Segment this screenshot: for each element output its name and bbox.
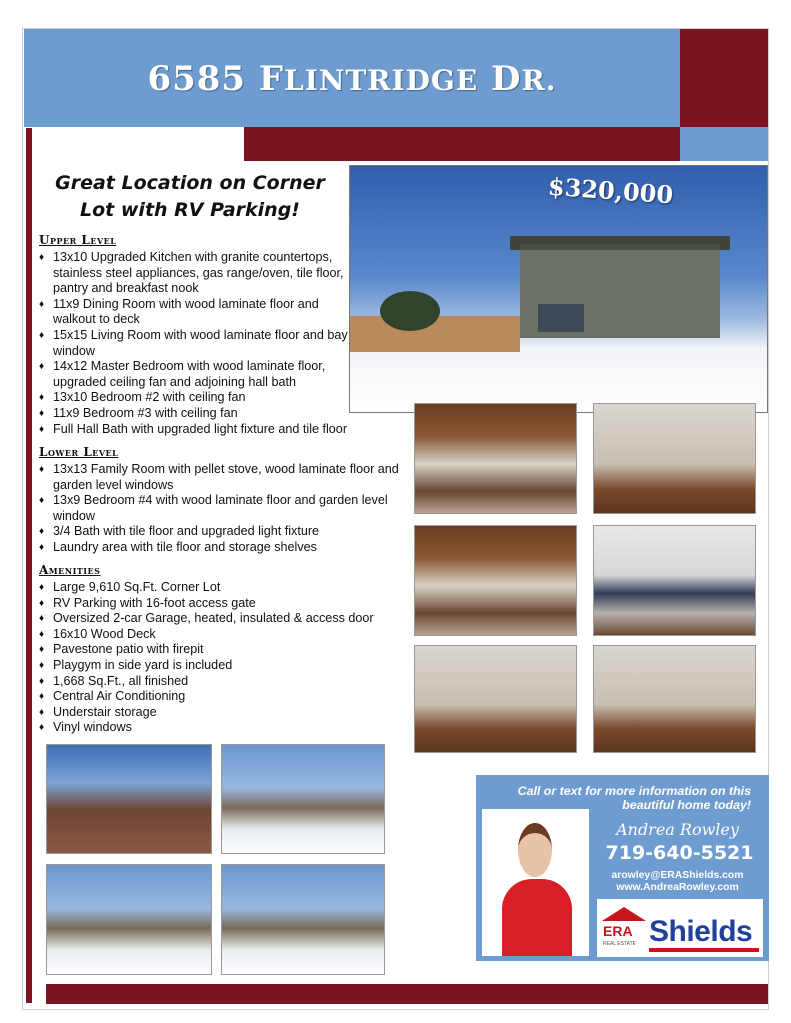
agent-email-link[interactable]: arowley@ERAShields.com — [611, 870, 744, 881]
era-shields-logo — [597, 899, 763, 957]
agent-phone[interactable]: 719-640-5521 — [605, 842, 754, 864]
era-roof-icon — [602, 907, 646, 921]
list-item: ♦ Playgym in side yard is included — [39, 658, 399, 674]
playgym-yard-photo — [221, 864, 385, 975]
master-bedroom-photo — [593, 525, 756, 636]
agent-website-link[interactable]: www.AndreaRowley.com — [616, 882, 739, 893]
list-item: ♦ 15x15 Living Room with wood laminate floor and bay window — [39, 328, 357, 359]
upper-level-list — [39, 250, 357, 437]
list-item: ♦ Understair storage — [39, 705, 399, 721]
bottom-bar — [46, 984, 768, 1004]
list-item: ♦ Full Hall Bath with upgraded light fixture and tile floor — [39, 422, 403, 438]
amenities-heading: Amenities — [39, 563, 101, 577]
list-item: ♦ 13x13 Family Room with pellet stove, wood laminate floor and garden level windows — [39, 462, 399, 493]
list-item: ♦ 13x10 Upgraded Kitchen with granite countertops, stainless steel appliances, gas range/oven, tile floor, pantry and breakfast nook — [39, 250, 357, 297]
amenities-list — [39, 580, 399, 736]
list-item: ♦ Laundry area with tile floor and storage shelves — [39, 540, 399, 556]
list-item: ♦ Large 9,610 Sq.Ft. Corner Lot — [39, 580, 399, 596]
lower-level-heading: Lower Level — [39, 445, 119, 459]
blue-corner-block — [680, 127, 768, 161]
agent-name: Andrea Rowley — [616, 820, 739, 839]
upper-level-heading: Upper Level — [39, 233, 117, 247]
logo-era-text: ERA — [603, 923, 633, 939]
living-room-photo — [593, 403, 756, 514]
list-item: ♦ 13x9 Bedroom #4 with wood laminate floor and garden level window — [39, 493, 399, 524]
contact-call-to-action: Call or text for more information on this beautiful home today! — [517, 784, 751, 812]
dining-room-photo — [414, 645, 577, 753]
list-item: ♦ 1,668 Sq.Ft., all finished — [39, 674, 399, 690]
list-item: ♦ 14x12 Master Bedroom with wood laminate floor, upgraded ceiling fan and adjoining hall bath — [39, 359, 357, 390]
headline: Great Location on Corner Lot with RV Parking! — [55, 172, 325, 221]
garage-door-shape — [538, 304, 584, 332]
rv-parking-photo — [46, 864, 212, 975]
contact-box — [476, 775, 769, 961]
maroon-corner-block — [680, 29, 768, 127]
left-accent-rule — [26, 128, 32, 1003]
list-item: ♦ Vinyl windows — [39, 720, 399, 736]
backyard-patio-photo — [221, 744, 385, 854]
page-title: 6585 FLINTRIDGE DR. — [147, 59, 557, 99]
maroon-title-bar — [244, 127, 680, 161]
list-item: ♦ RV Parking with 16-foot access gate — [39, 596, 399, 612]
lower-level-list — [39, 462, 399, 556]
house-exterior-photo — [349, 165, 768, 413]
list-item: ♦ Pavestone patio with firepit — [39, 642, 399, 658]
agent-photo — [482, 809, 589, 956]
list-item: ♦ Oversized 2-car Garage, heated, insulated & access door — [39, 611, 399, 627]
price-label: $320,000 — [547, 171, 675, 210]
logo-brand-text: Shields — [649, 915, 753, 948]
tree-shape — [380, 291, 440, 331]
list-item: ♦ 3/4 Bath with tile floor and upgraded light fixture — [39, 524, 399, 540]
kitchen-photo-2 — [414, 525, 577, 636]
list-item: ♦ Central Air Conditioning — [39, 689, 399, 705]
agent-body-shape — [502, 879, 572, 956]
title-band — [24, 29, 680, 127]
agent-head-shape — [518, 823, 552, 877]
list-item: ♦ 13x10 Bedroom #2 with ceiling fan — [39, 390, 357, 406]
list-item: ♦ 16x10 Wood Deck — [39, 627, 399, 643]
list-item: ♦ 11x9 Bedroom #3 with ceiling fan — [39, 406, 357, 422]
deck-photo — [46, 744, 212, 854]
logo-real-estate-text: REAL ESTATE — [603, 941, 636, 947]
family-room-photo — [593, 645, 756, 753]
list-item: ♦ 11x9 Dining Room with wood laminate floor and walkout to deck — [39, 297, 357, 328]
logo-underline — [649, 948, 759, 952]
kitchen-photo — [414, 403, 577, 514]
